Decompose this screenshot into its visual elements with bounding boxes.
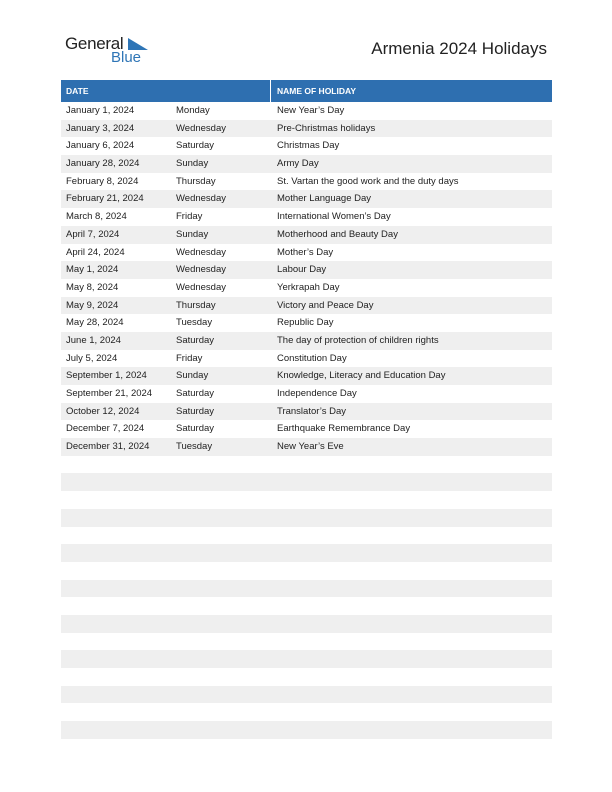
logo-blue-text: Blue bbox=[111, 49, 142, 66]
table-row bbox=[61, 155, 552, 173]
row-weekday: Sunday bbox=[176, 370, 209, 382]
row-date: February 8, 2024 bbox=[66, 175, 139, 187]
table-row bbox=[61, 633, 552, 651]
table-row bbox=[61, 173, 552, 191]
holiday-table bbox=[61, 80, 552, 739]
generalblue-logo bbox=[65, 34, 155, 70]
row-holiday-name: Yerkrapah Day bbox=[277, 281, 340, 293]
holiday-name-column-header: NAME OF HOLIDAY bbox=[277, 86, 357, 96]
row-weekday: Thursday bbox=[176, 299, 216, 311]
table-header bbox=[61, 80, 552, 102]
row-holiday-name: Constitution Day bbox=[277, 352, 347, 364]
table-row bbox=[61, 580, 552, 598]
row-holiday-name: St. Vartan the good work and the duty days bbox=[277, 175, 459, 187]
row-date: October 12, 2024 bbox=[66, 405, 140, 417]
table-row bbox=[61, 102, 552, 120]
table-row bbox=[61, 350, 552, 368]
row-date: December 31, 2024 bbox=[66, 441, 150, 453]
row-date: May 8, 2024 bbox=[66, 281, 119, 293]
row-weekday: Wednesday bbox=[176, 193, 226, 205]
table-row bbox=[61, 120, 552, 138]
row-weekday: Wednesday bbox=[176, 122, 226, 134]
table-row bbox=[61, 668, 552, 686]
table-row bbox=[61, 491, 552, 509]
row-holiday-name: Independence Day bbox=[277, 388, 357, 399]
row-date: April 24, 2024 bbox=[66, 246, 125, 258]
table-row bbox=[61, 261, 552, 279]
row-date: March 8, 2024 bbox=[66, 211, 127, 223]
row-holiday-name: Earthquake Remembrance Day bbox=[277, 423, 411, 435]
date-column-header: DATE bbox=[66, 86, 89, 96]
table-row bbox=[61, 279, 552, 297]
table-row bbox=[61, 297, 552, 315]
row-date: January 3, 2024 bbox=[66, 122, 135, 134]
row-date: September 1, 2024 bbox=[66, 370, 147, 382]
table-row bbox=[61, 137, 552, 155]
row-holiday-name: New Year’s Eve bbox=[277, 441, 344, 453]
table-row bbox=[61, 597, 552, 615]
row-holiday-name: Labour Day bbox=[277, 264, 327, 276]
table-row bbox=[61, 403, 552, 421]
row-holiday-name: International Women’s Day bbox=[277, 211, 391, 223]
row-date: May 28, 2024 bbox=[66, 317, 124, 329]
table-row bbox=[61, 544, 552, 562]
row-holiday-name: Christmas Day bbox=[277, 140, 340, 152]
row-holiday-name: Army Day bbox=[277, 158, 319, 170]
row-weekday: Thursday bbox=[176, 175, 216, 187]
row-date: May 9, 2024 bbox=[66, 299, 119, 311]
table-row bbox=[61, 367, 552, 385]
table-row bbox=[61, 650, 552, 668]
row-weekday: Saturday bbox=[176, 388, 215, 399]
row-date: April 7, 2024 bbox=[66, 228, 120, 240]
row-holiday-name: Victory and Peace Day bbox=[277, 299, 374, 311]
table-row bbox=[61, 314, 552, 332]
row-date: January 6, 2024 bbox=[66, 140, 135, 152]
row-holiday-name: Republic Day bbox=[277, 317, 334, 329]
row-holiday-name: Motherhood and Beauty Day bbox=[277, 228, 398, 240]
table-row bbox=[61, 721, 552, 739]
header-divider bbox=[270, 80, 271, 102]
table-row bbox=[61, 208, 552, 226]
logo-general-text: General bbox=[65, 34, 124, 53]
row-weekday: Sunday bbox=[176, 228, 209, 240]
row-date: December 7, 2024 bbox=[66, 423, 145, 435]
table-row bbox=[61, 420, 552, 438]
table-row bbox=[61, 190, 552, 208]
table-row bbox=[61, 562, 552, 580]
row-weekday: Saturday bbox=[176, 334, 215, 346]
row-weekday: Sunday bbox=[176, 158, 209, 170]
table-row bbox=[61, 473, 552, 491]
row-holiday-name: Mother Language Day bbox=[277, 193, 372, 205]
row-holiday-name: Translator’s Day bbox=[277, 405, 346, 417]
row-weekday: Tuesday bbox=[176, 441, 213, 453]
row-date: May 1, 2024 bbox=[66, 264, 119, 276]
row-date: January 1, 2024 bbox=[66, 105, 135, 116]
table-row bbox=[61, 615, 552, 633]
table-row bbox=[61, 226, 552, 244]
table-row bbox=[61, 244, 552, 262]
row-holiday-name: Pre-Christmas holidays bbox=[277, 122, 376, 134]
table-row bbox=[61, 686, 552, 704]
table-row bbox=[61, 332, 552, 350]
row-date: January 28, 2024 bbox=[66, 158, 140, 170]
table-row bbox=[61, 703, 552, 721]
row-weekday: Friday bbox=[176, 352, 203, 364]
row-date: September 21, 2024 bbox=[66, 388, 153, 399]
row-holiday-name: Mother’s Day bbox=[277, 246, 334, 258]
row-weekday: Saturday bbox=[176, 405, 215, 417]
table-row bbox=[61, 438, 552, 456]
row-weekday: Wednesday bbox=[176, 281, 226, 293]
row-weekday: Tuesday bbox=[176, 317, 213, 329]
row-weekday: Saturday bbox=[176, 140, 215, 152]
row-date: June 1, 2024 bbox=[66, 334, 121, 346]
table-body bbox=[61, 102, 552, 739]
table-row bbox=[61, 509, 552, 527]
page-title: Armenia 2024 Holidays bbox=[371, 39, 547, 58]
row-weekday: Wednesday bbox=[176, 264, 226, 276]
row-weekday: Monday bbox=[176, 105, 210, 116]
row-holiday-name: Knowledge, Literacy and Education Day bbox=[277, 370, 446, 382]
table-row bbox=[61, 385, 552, 403]
table-row bbox=[61, 456, 552, 474]
row-date: February 21, 2024 bbox=[66, 193, 144, 205]
row-holiday-name: The day of protection of children rights bbox=[277, 334, 439, 346]
row-holiday-name: New Year’s Day bbox=[277, 105, 345, 116]
row-weekday: Wednesday bbox=[176, 246, 226, 258]
table-row bbox=[61, 527, 552, 545]
row-weekday: Friday bbox=[176, 211, 203, 223]
row-date: July 5, 2024 bbox=[66, 352, 118, 364]
row-weekday: Saturday bbox=[176, 423, 215, 435]
